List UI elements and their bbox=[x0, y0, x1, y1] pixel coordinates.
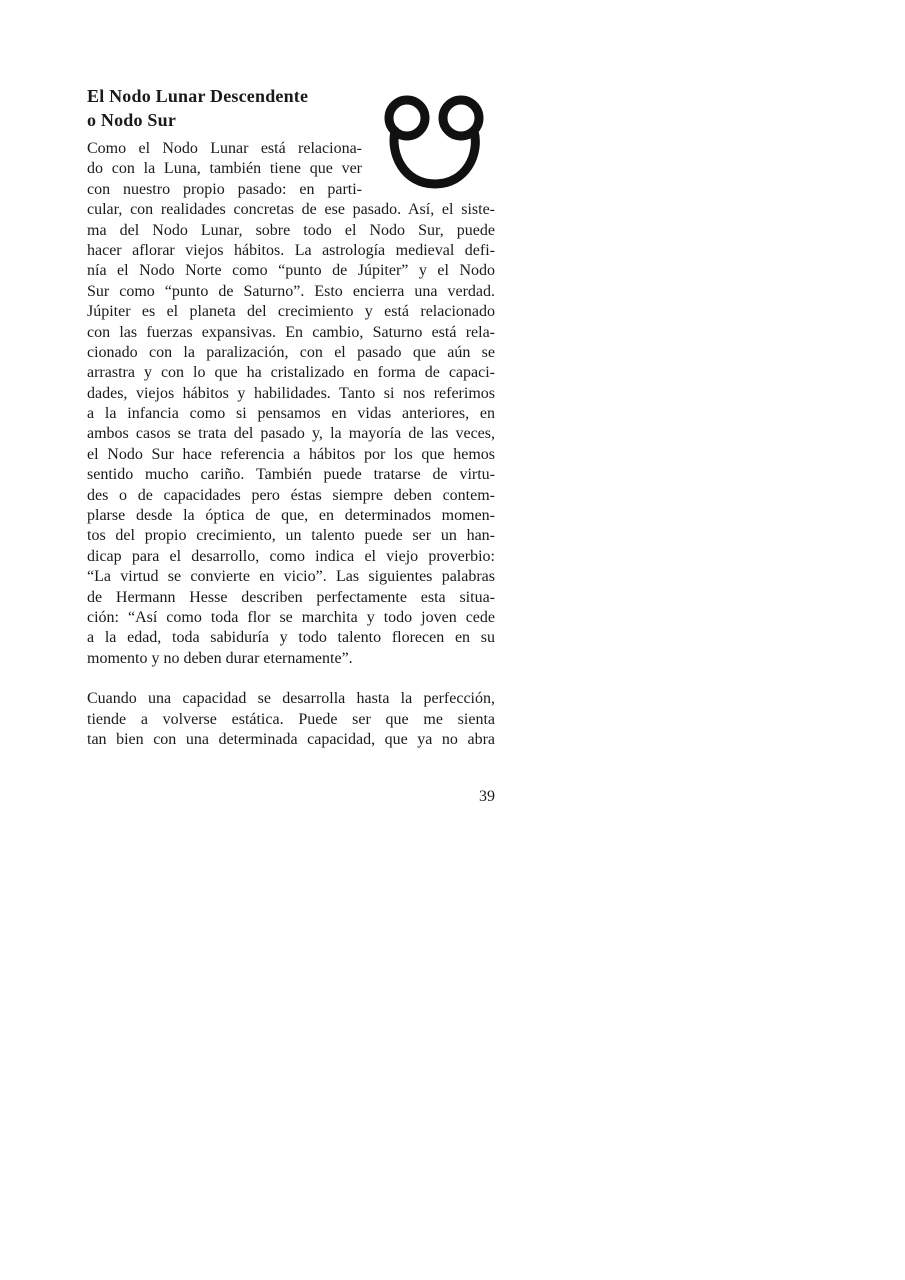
text-line: con nuestro propio pasado: en parti- bbox=[87, 180, 362, 198]
text-line: dades, viejos hábitos y habilidades. Tanto si nos referimos bbox=[87, 384, 495, 402]
text-line: do con la Luna, también tiene que ver bbox=[87, 160, 362, 178]
page-number: 39 bbox=[479, 788, 495, 805]
text-line: con las fuerzas expansivas. En cambio, Saturno está rela- bbox=[87, 323, 495, 341]
text-line: sentido mucho cariño. También puede tratarse de virtu- bbox=[87, 466, 495, 484]
text-line: de Hermann Hesse describen perfectamente esta situa- bbox=[87, 588, 495, 606]
text-line: a la infancia como si pensamos en vidas anteriores, en bbox=[87, 405, 495, 423]
text-line: tan bien con una determinada capacidad, que ya no abra bbox=[87, 730, 495, 748]
text-line: Sur como “punto de Saturno”. Esto encierra una verdad. bbox=[87, 282, 495, 300]
section-heading bbox=[87, 84, 357, 132]
text-line: hacer aflorar viejos hábitos. La astrología medieval defi- bbox=[87, 241, 495, 259]
text-line: tos del propio crecimiento, un talento puede ser un han- bbox=[87, 527, 495, 545]
heading-line-2: o Nodo Sur bbox=[87, 110, 177, 130]
text-line: Cuando una capacidad se desarrolla hasta la perfección, bbox=[87, 690, 495, 708]
text-line: “La virtud se convierte en vicio”. Las siguientes palabras bbox=[87, 568, 495, 586]
body-paragraph-2 bbox=[87, 689, 495, 750]
text-line: cionado con la paralización, con el pasado que aún se bbox=[87, 343, 495, 361]
text-line: ción: “Así como toda flor se marchita y todo joven cede bbox=[87, 608, 495, 626]
text-line: plarse desde la óptica de que, en determinados momen- bbox=[87, 507, 495, 525]
text-line: ma del Nodo Lunar, sobre todo el Nodo Sur, puede bbox=[87, 221, 495, 239]
south-node-symbol-icon bbox=[382, 94, 488, 190]
text-line: ambos casos se trata del pasado y, la mayoría de las veces, bbox=[87, 425, 495, 443]
text-line: des o de capacidades pero éstas siempre deben contem- bbox=[87, 486, 495, 504]
text-line: tiende a volverse estática. Puede ser que me sienta bbox=[87, 710, 495, 728]
text-line: a la edad, toda sabiduría y todo talento florecen en su bbox=[87, 629, 495, 647]
text-line: dicap para el desarrollo, como indica el viejo proverbio: bbox=[87, 547, 495, 565]
text-line: arrastra y con lo que ha cristalizado en forma de capaci- bbox=[87, 364, 495, 382]
text-line: Júpiter es el planeta del crecimiento y está relacionado bbox=[87, 303, 495, 321]
heading-line-1: El Nodo Lunar Descendente bbox=[87, 86, 309, 106]
body-paragraph-1 bbox=[87, 139, 495, 669]
text-line: nía el Nodo Norte como “punto de Júpiter” y el Nodo bbox=[87, 262, 495, 280]
text-line: el Nodo Sur hace referencia a hábitos por los que hemos bbox=[87, 445, 495, 463]
page-content bbox=[87, 84, 495, 805]
text-line: momento y no deben durar eternamente”. bbox=[87, 649, 353, 667]
text-line: cular, con realidades concretas de ese pasado. Así, el siste- bbox=[87, 201, 495, 219]
text-line: Como el Nodo Lunar está relaciona- bbox=[87, 140, 362, 157]
